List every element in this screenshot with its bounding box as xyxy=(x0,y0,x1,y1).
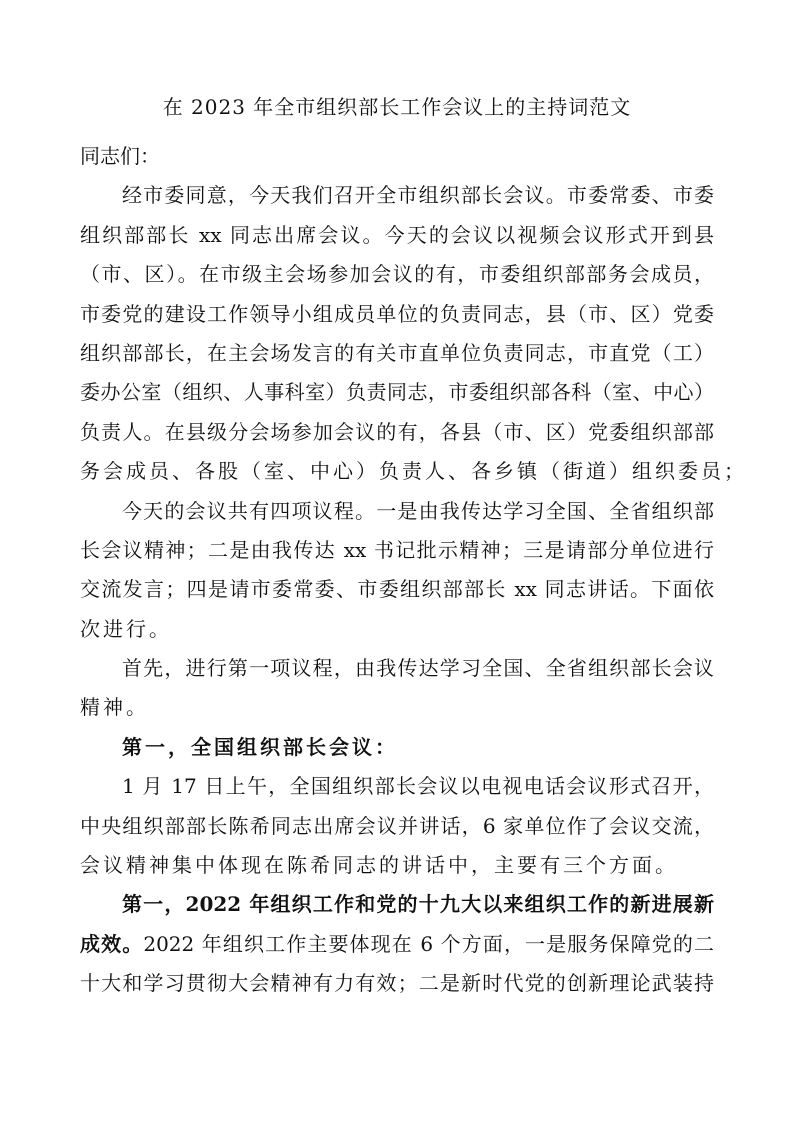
paragraph-line: 今天的会议共有四项议程。一是由我传达学习全国、全省组织部 xyxy=(122,498,714,523)
paragraph-line: 1 月 17 日上午，全国组织部长会议以电视电话会议形式召开， xyxy=(122,774,714,799)
paragraph-line: 负责人。在县级分会场参加会议的有，各县（市、区）党委组织部部 xyxy=(80,419,714,444)
paragraph-line: 十大和学习贯彻大会精神有力有效；二是新时代党的创新理论武装持 xyxy=(80,971,714,996)
paragraph-line: 组织部部长，在主会场发言的有关市直单位负责同志，市直党（工） xyxy=(80,340,714,365)
paragraph-line: 委办公室（组织、人事科室）负责同志，市委组织部各科（室、中心） xyxy=(80,380,714,405)
paragraph-line: 精神。 xyxy=(80,695,149,720)
paragraph-line: 组织部部长 xx 同志出席会议。今天的会议以视频会议形式开到县 xyxy=(80,222,714,247)
paragraph-line: 经市委同意，今天我们召开全市组织部长会议。市委常委、市委 xyxy=(122,183,714,208)
section-heading: 第一，全国组织部长会议： xyxy=(122,734,398,759)
paragraph-line: 中央组织部部长陈希同志出席会议并讲话，6 家单位作了会议交流， xyxy=(80,813,714,838)
paragraph-line: 交流发言；四是请市委常委、市委组织部部长 xx 同志讲话。下面依 xyxy=(80,577,714,602)
paragraph-line: 务会成员、各股（室、中心）负责人、各乡镇（街道）组织委员； xyxy=(80,459,747,484)
greeting: 同志们： xyxy=(80,144,160,168)
document-title: 在 2023 年全市组织部长工作会议上的主持词范文 xyxy=(162,95,632,119)
document-page xyxy=(80,87,747,1004)
bold-lead: 成效。 xyxy=(80,931,144,956)
paragraph-text: 2022 年组织工作主要体现在 6 个方面，一是服务保障党的二 xyxy=(143,931,714,956)
paragraph-line: 首先，进行第一项议程，由我传达学习全国、全省组织部长会议 xyxy=(122,656,714,681)
paragraph-line: 长会议精神；二是由我传达 xx 书记批示精神；三是请部分单位进行 xyxy=(80,537,714,562)
paragraph-line: 会议精神集中体现在陈希同志的讲话中，主要有三个方面。 xyxy=(80,853,678,878)
paragraph-line: （市、区）。在市级主会场参加会议的有，市委组织部部务会成员， xyxy=(80,262,714,287)
bold-heading-line: 第一，2022 年组织工作和党的十九大以来组织工作的新进展新 xyxy=(122,892,714,917)
paragraph-line: 市委党的建设工作领导小组成员单位的负责同志，县（市、区）党委 xyxy=(80,301,714,326)
paragraph-line: 次进行。 xyxy=(80,616,172,641)
paragraph-line xyxy=(80,925,714,964)
